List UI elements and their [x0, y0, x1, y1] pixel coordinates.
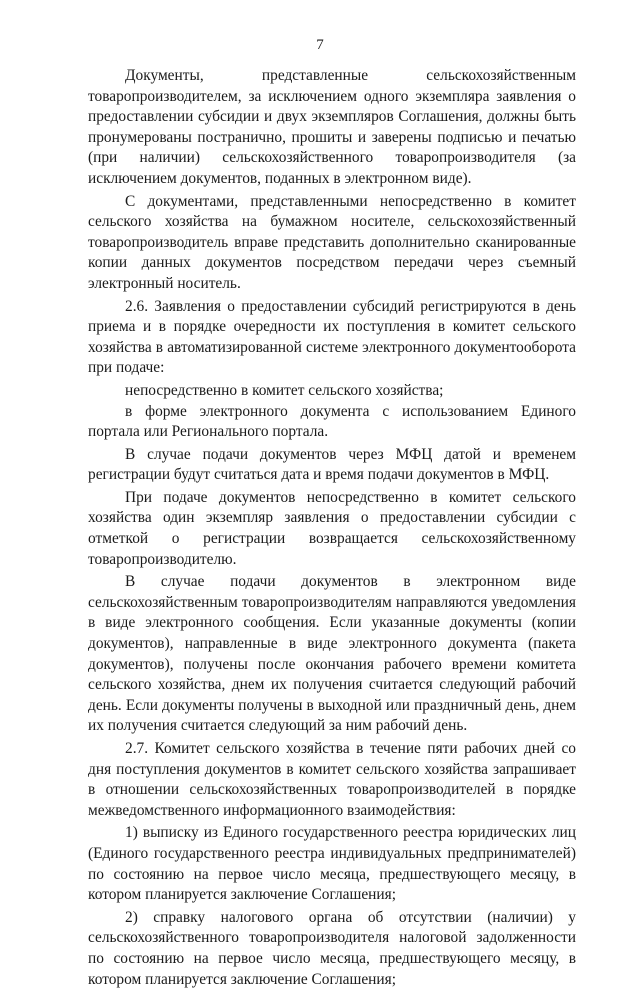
document-body [88, 66, 576, 990]
paragraph-electronic-notification: В случае подачи документов в электронном виде сельскохозяйственным товаропроизводителям направляются уведомления в виде электронного сообщения. Если указанные документы (копии документов), направленные в виде электронного документа (пакета документов), получены после окончания рабочего времени комитета сельского хозяйства, днем их получения считается следующий рабочий день. Если документы получены в выходной или праздничный день, днем их получения считается следующий за ним рабочий день. [88, 573, 576, 735]
list-item-registry-extract: 1) выписку из Единого государственного реестра юридических лиц (Единого государственного реестра индивидуальных предпринимателей) по состоянию на первое число месяца, предшествующего месяцу, в котором планируется заключение Соглашения; [88, 824, 576, 904]
page-number: 7 [316, 37, 324, 53]
paragraph-documents-numbering: Документы, представленные сельскохозяйственным товаропроизводителем, за исключением одного экземпляра заявления о предоставлении субсидии и двух экземпляров Соглашения, должны быть пронумерованы постранично, прошиты и заверены подписью и печатью (при наличии) сельскохозяйственного товаропроизводителя (за исключением документов, поданных в электронном виде). [88, 67, 576, 187]
paragraph-scanned-copies: С документами, представленными непосредственно в комитет сельского хозяйства на бумажном носителе, сельскохозяйственный товаропроизводитель вправе представить дополнительно сканированные копии данных документов посредством передачи через съемный электронный носитель. [88, 192, 576, 292]
paragraph-mfc-submission: В случае подачи документов через МФЦ датой и временем регистрации будут считаться дата и время подачи документов в МФЦ. [88, 445, 576, 484]
paragraph-2-7-interagency-request: 2.7. Комитет сельского хозяйства в течение пяти рабочих дней со дня поступления документов в комитет сельского хозяйства запрашивает в отношении сельскохозяйственных товаропроизводителей в порядке межведомственного информационного взаимодействия: [88, 740, 576, 819]
paragraph-2-6-registration: 2.6. Заявления о предоставлении субсидий регистрируются в день приема и в порядке очередности их поступления в комитет сельского хозяйства в автоматизированной системе электронного документооборота при подаче: [88, 297, 576, 377]
paragraph-direct-registration-mark: При подаче документов непосредственно в комитет сельского хозяйства один экземпляр заявления о предоставлении субсидии с отметкой о регистрации возвращается сельскохозяйственному товаропроизводителю. [88, 488, 576, 568]
list-item-tax-certificate: 2) справку налогового органа об отсутствии (наличии) у сельскохозяйственного товаропроизводителя налоговой задолженности по состоянию на первое число месяца, предшествующего месяцу, в котором планируется заключение Соглашения; [88, 908, 576, 988]
list-item-electronic-submission: в форме электронного документа с использованием Единого портала или Регионального портала. [88, 402, 576, 441]
list-item-direct-submission: непосредственно в комитет сельского хозяйства; [125, 381, 444, 399]
